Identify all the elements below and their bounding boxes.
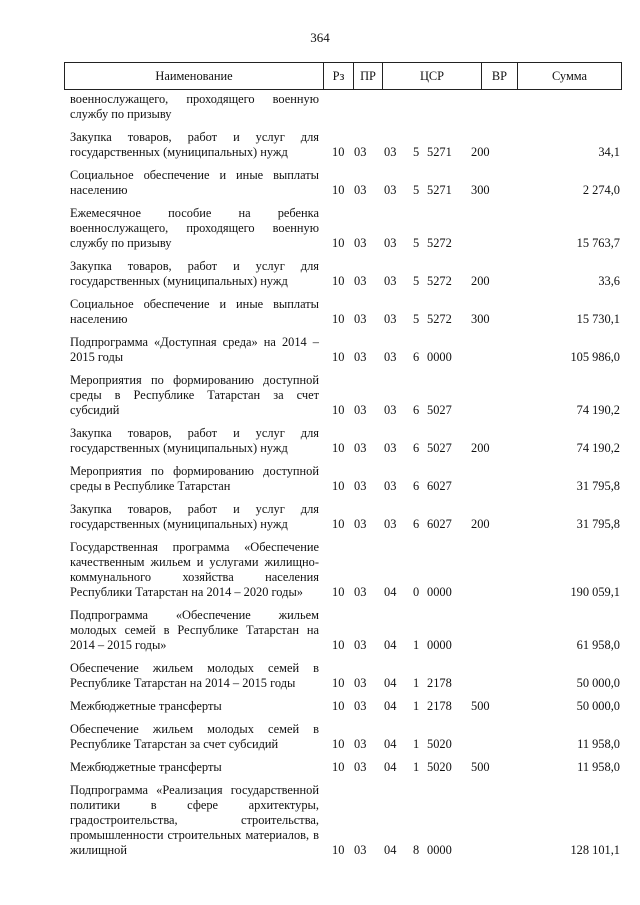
- row-rz: 10: [332, 760, 345, 774]
- row-vr: 500: [471, 699, 490, 713]
- row-csr-part2: 5: [413, 236, 420, 250]
- row-pr: 03: [354, 479, 367, 493]
- row-name: Межбюджетные трансферты: [70, 760, 222, 774]
- row-csr-part3: 5020: [427, 760, 452, 774]
- row-pr: 03: [354, 145, 367, 159]
- row-sum: 190 059,1: [570, 585, 620, 599]
- row-sum: 11 958,0: [577, 760, 620, 774]
- table-row: [70, 699, 620, 714]
- row-csr-part1: 04: [384, 585, 397, 599]
- row-name: Социальное обеспечение и иные выплаты населению: [70, 297, 319, 326]
- table-row: [70, 540, 620, 600]
- table-row: [70, 206, 620, 251]
- row-sum: 50 000,0: [576, 676, 620, 690]
- row-csr-part3: 0000: [427, 638, 452, 652]
- row-pr: 03: [354, 183, 367, 197]
- row-pr: 03: [354, 843, 367, 857]
- row-csr-part2: 6: [413, 517, 420, 531]
- row-csr-part3: 5272: [427, 274, 452, 288]
- row-sum: 74 190,2: [576, 403, 620, 417]
- row-csr-part3: 5272: [427, 236, 452, 250]
- row-csr-part2: 1: [413, 737, 420, 751]
- row-csr-part3: 6027: [427, 517, 452, 531]
- row-rz: 10: [332, 737, 345, 751]
- row-rz: 10: [332, 350, 345, 364]
- row-name: Закупка товаров, работ и услуг для государственных (муниципальных) нужд: [70, 426, 319, 455]
- row-csr-part2: 6: [413, 441, 420, 455]
- row-pr: 03: [354, 676, 367, 690]
- header-vr: ВР: [482, 63, 518, 89]
- page-number: 364: [310, 30, 330, 45]
- row-vr: 200: [471, 517, 490, 531]
- table-header: [64, 62, 622, 90]
- table-row: [70, 502, 620, 532]
- row-csr-part2: 1: [413, 699, 420, 713]
- row-csr-part1: 04: [384, 760, 397, 774]
- row-csr-part1: 03: [384, 183, 397, 197]
- row-rz: 10: [332, 585, 345, 599]
- header-pr: ПР: [354, 63, 383, 89]
- row-sum: 15 730,1: [576, 312, 620, 326]
- header-name: Наименование: [65, 63, 324, 89]
- row-csr-part1: 03: [384, 274, 397, 288]
- row-rz: 10: [332, 479, 345, 493]
- row-csr-part2: 6: [413, 350, 420, 364]
- table-row: [70, 297, 620, 327]
- row-name: Межбюджетные трансферты: [70, 699, 222, 713]
- row-csr-part1: 03: [384, 479, 397, 493]
- row-name: военнослужащего, проходящего военную службу по призыву: [70, 92, 319, 121]
- row-csr-part1: 03: [384, 517, 397, 531]
- row-csr-part1: 03: [384, 312, 397, 326]
- row-pr: 03: [354, 638, 367, 652]
- row-sum: 31 795,8: [576, 479, 620, 493]
- row-pr: 03: [354, 274, 367, 288]
- row-csr-part3: 5272: [427, 312, 452, 326]
- row-sum: 33,6: [598, 274, 620, 288]
- row-csr-part3: 5027: [427, 403, 452, 417]
- row-name: Подпрограмма «Доступная среда» на 2014 – 2015 годы: [70, 335, 319, 364]
- row-sum: 2 274,0: [582, 183, 620, 197]
- row-pr: 03: [354, 699, 367, 713]
- row-vr: 300: [471, 312, 490, 326]
- row-csr-part1: 03: [384, 403, 397, 417]
- row-name: Ежемесячное пособие на ребенка военнослужащего, проходящего военную службу по призыву: [70, 206, 319, 250]
- row-pr: 03: [354, 441, 367, 455]
- row-csr-part3: 2178: [427, 699, 452, 713]
- row-name: Мероприятия по формированию доступной среды в Республике Татарстан за счет субсидий: [70, 373, 319, 417]
- row-vr: 200: [471, 441, 490, 455]
- header-rz: Рз: [324, 63, 354, 89]
- row-csr-part3: 5271: [427, 183, 452, 197]
- row-name: Подпрограмма «Реализация государственной политики в сфере архитектуры, градостроительства, строительства, промышленности строительных материалов, в жилищной: [70, 783, 319, 857]
- row-csr-part1: 04: [384, 737, 397, 751]
- table-row: [70, 259, 620, 289]
- table-row: [70, 661, 620, 691]
- row-csr-part1: 03: [384, 441, 397, 455]
- row-vr: 500: [471, 760, 490, 774]
- row-pr: 03: [354, 236, 367, 250]
- row-csr-part2: 5: [413, 312, 420, 326]
- row-sum: 50 000,0: [576, 699, 620, 713]
- table-row: [70, 722, 620, 752]
- row-sum: 105 986,0: [570, 350, 620, 364]
- row-csr-part3: 0000: [427, 350, 452, 364]
- row-csr-part1: 04: [384, 699, 397, 713]
- row-sum: 34,1: [598, 145, 620, 159]
- row-csr-part2: 5: [413, 274, 420, 288]
- row-rz: 10: [332, 236, 345, 250]
- row-csr-part2: 1: [413, 638, 420, 652]
- row-csr-part1: 04: [384, 676, 397, 690]
- row-csr-part2: 1: [413, 760, 420, 774]
- row-rz: 10: [332, 517, 345, 531]
- table-row: [70, 335, 620, 365]
- row-csr-part3: 0000: [427, 843, 452, 857]
- row-csr-part3: 6027: [427, 479, 452, 493]
- row-rz: 10: [332, 145, 345, 159]
- row-name: Обеспечение жильем молодых семей в Республике Татарстан на 2014 – 2015 годы: [70, 661, 319, 690]
- row-rz: 10: [332, 843, 345, 857]
- row-csr-part3: 2178: [427, 676, 452, 690]
- row-pr: 03: [354, 585, 367, 599]
- table-row: [70, 92, 620, 122]
- row-sum: 31 795,8: [576, 517, 620, 531]
- row-csr-part2: 0: [413, 585, 420, 599]
- row-csr-part1: 04: [384, 638, 397, 652]
- table-row: [70, 783, 620, 858]
- header-sum: Сумма: [551, 68, 588, 83]
- row-pr: 03: [354, 350, 367, 364]
- row-csr-part2: 6: [413, 479, 420, 493]
- row-name: Социальное обеспечение и иные выплаты населению: [70, 168, 319, 197]
- table-row: [70, 464, 620, 494]
- row-pr: 03: [354, 403, 367, 417]
- row-rz: 10: [332, 699, 345, 713]
- row-pr: 03: [354, 312, 367, 326]
- row-csr-part3: 5271: [427, 145, 452, 159]
- row-csr-part2: 1: [413, 676, 420, 690]
- row-name: Закупка товаров, работ и услуг для государственных (муниципальных) нужд: [70, 502, 319, 531]
- row-sum: 128 101,1: [570, 843, 620, 857]
- row-pr: 03: [354, 737, 367, 751]
- row-csr-part2: 8: [413, 843, 420, 857]
- row-csr-part1: 03: [384, 236, 397, 250]
- row-csr-part1: 03: [384, 145, 397, 159]
- row-csr-part1: 03: [384, 350, 397, 364]
- row-name: Государственная программа «Обеспечение качественным жильем и услугами жилищно-коммунального хозяйства населения Республики Татарстан на 2014 – 2020 годы»: [70, 540, 319, 599]
- row-csr-part2: 6: [413, 403, 420, 417]
- row-name: Закупка товаров, работ и услуг для государственных (муниципальных) нужд: [70, 130, 319, 159]
- table-row: [70, 373, 620, 418]
- row-name: Мероприятия по формированию доступной среды в Республике Татарстан: [70, 464, 319, 493]
- table-row: [70, 426, 620, 456]
- row-pr: 03: [354, 760, 367, 774]
- row-csr-part2: 5: [413, 145, 420, 159]
- row-vr: 200: [471, 145, 490, 159]
- header-csr: ЦСР: [383, 63, 482, 89]
- row-sum: 15 763,7: [576, 236, 620, 250]
- row-rz: 10: [332, 441, 345, 455]
- table-row: [70, 130, 620, 160]
- row-pr: 03: [354, 517, 367, 531]
- table-row: [70, 168, 620, 198]
- row-sum: 74 190,2: [576, 441, 620, 455]
- row-rz: 10: [332, 676, 345, 690]
- row-name: Закупка товаров, работ и услуг для государственных (муниципальных) нужд: [70, 259, 319, 288]
- row-rz: 10: [332, 312, 345, 326]
- table-row: [70, 760, 620, 775]
- row-rz: 10: [332, 638, 345, 652]
- row-rz: 10: [332, 403, 345, 417]
- row-sum: 11 958,0: [577, 737, 620, 751]
- row-vr: 300: [471, 183, 490, 197]
- row-csr-part2: 5: [413, 183, 420, 197]
- row-csr-part3: 0000: [427, 585, 452, 599]
- row-sum: 61 958,0: [576, 638, 620, 652]
- row-vr: 200: [471, 274, 490, 288]
- row-name: Подпрограмма «Обеспечение жильем молодых семей в Республике Татарстан на 2014 – 2015 годы»: [70, 608, 319, 652]
- budget-table-body: [70, 90, 620, 866]
- row-name: Обеспечение жильем молодых семей в Республике Татарстан за счет субсидий: [70, 722, 319, 751]
- row-csr-part1: 04: [384, 843, 397, 857]
- table-row: [70, 608, 620, 653]
- row-rz: 10: [332, 274, 345, 288]
- row-rz: 10: [332, 183, 345, 197]
- row-csr-part3: 5027: [427, 441, 452, 455]
- row-csr-part3: 5020: [427, 737, 452, 751]
